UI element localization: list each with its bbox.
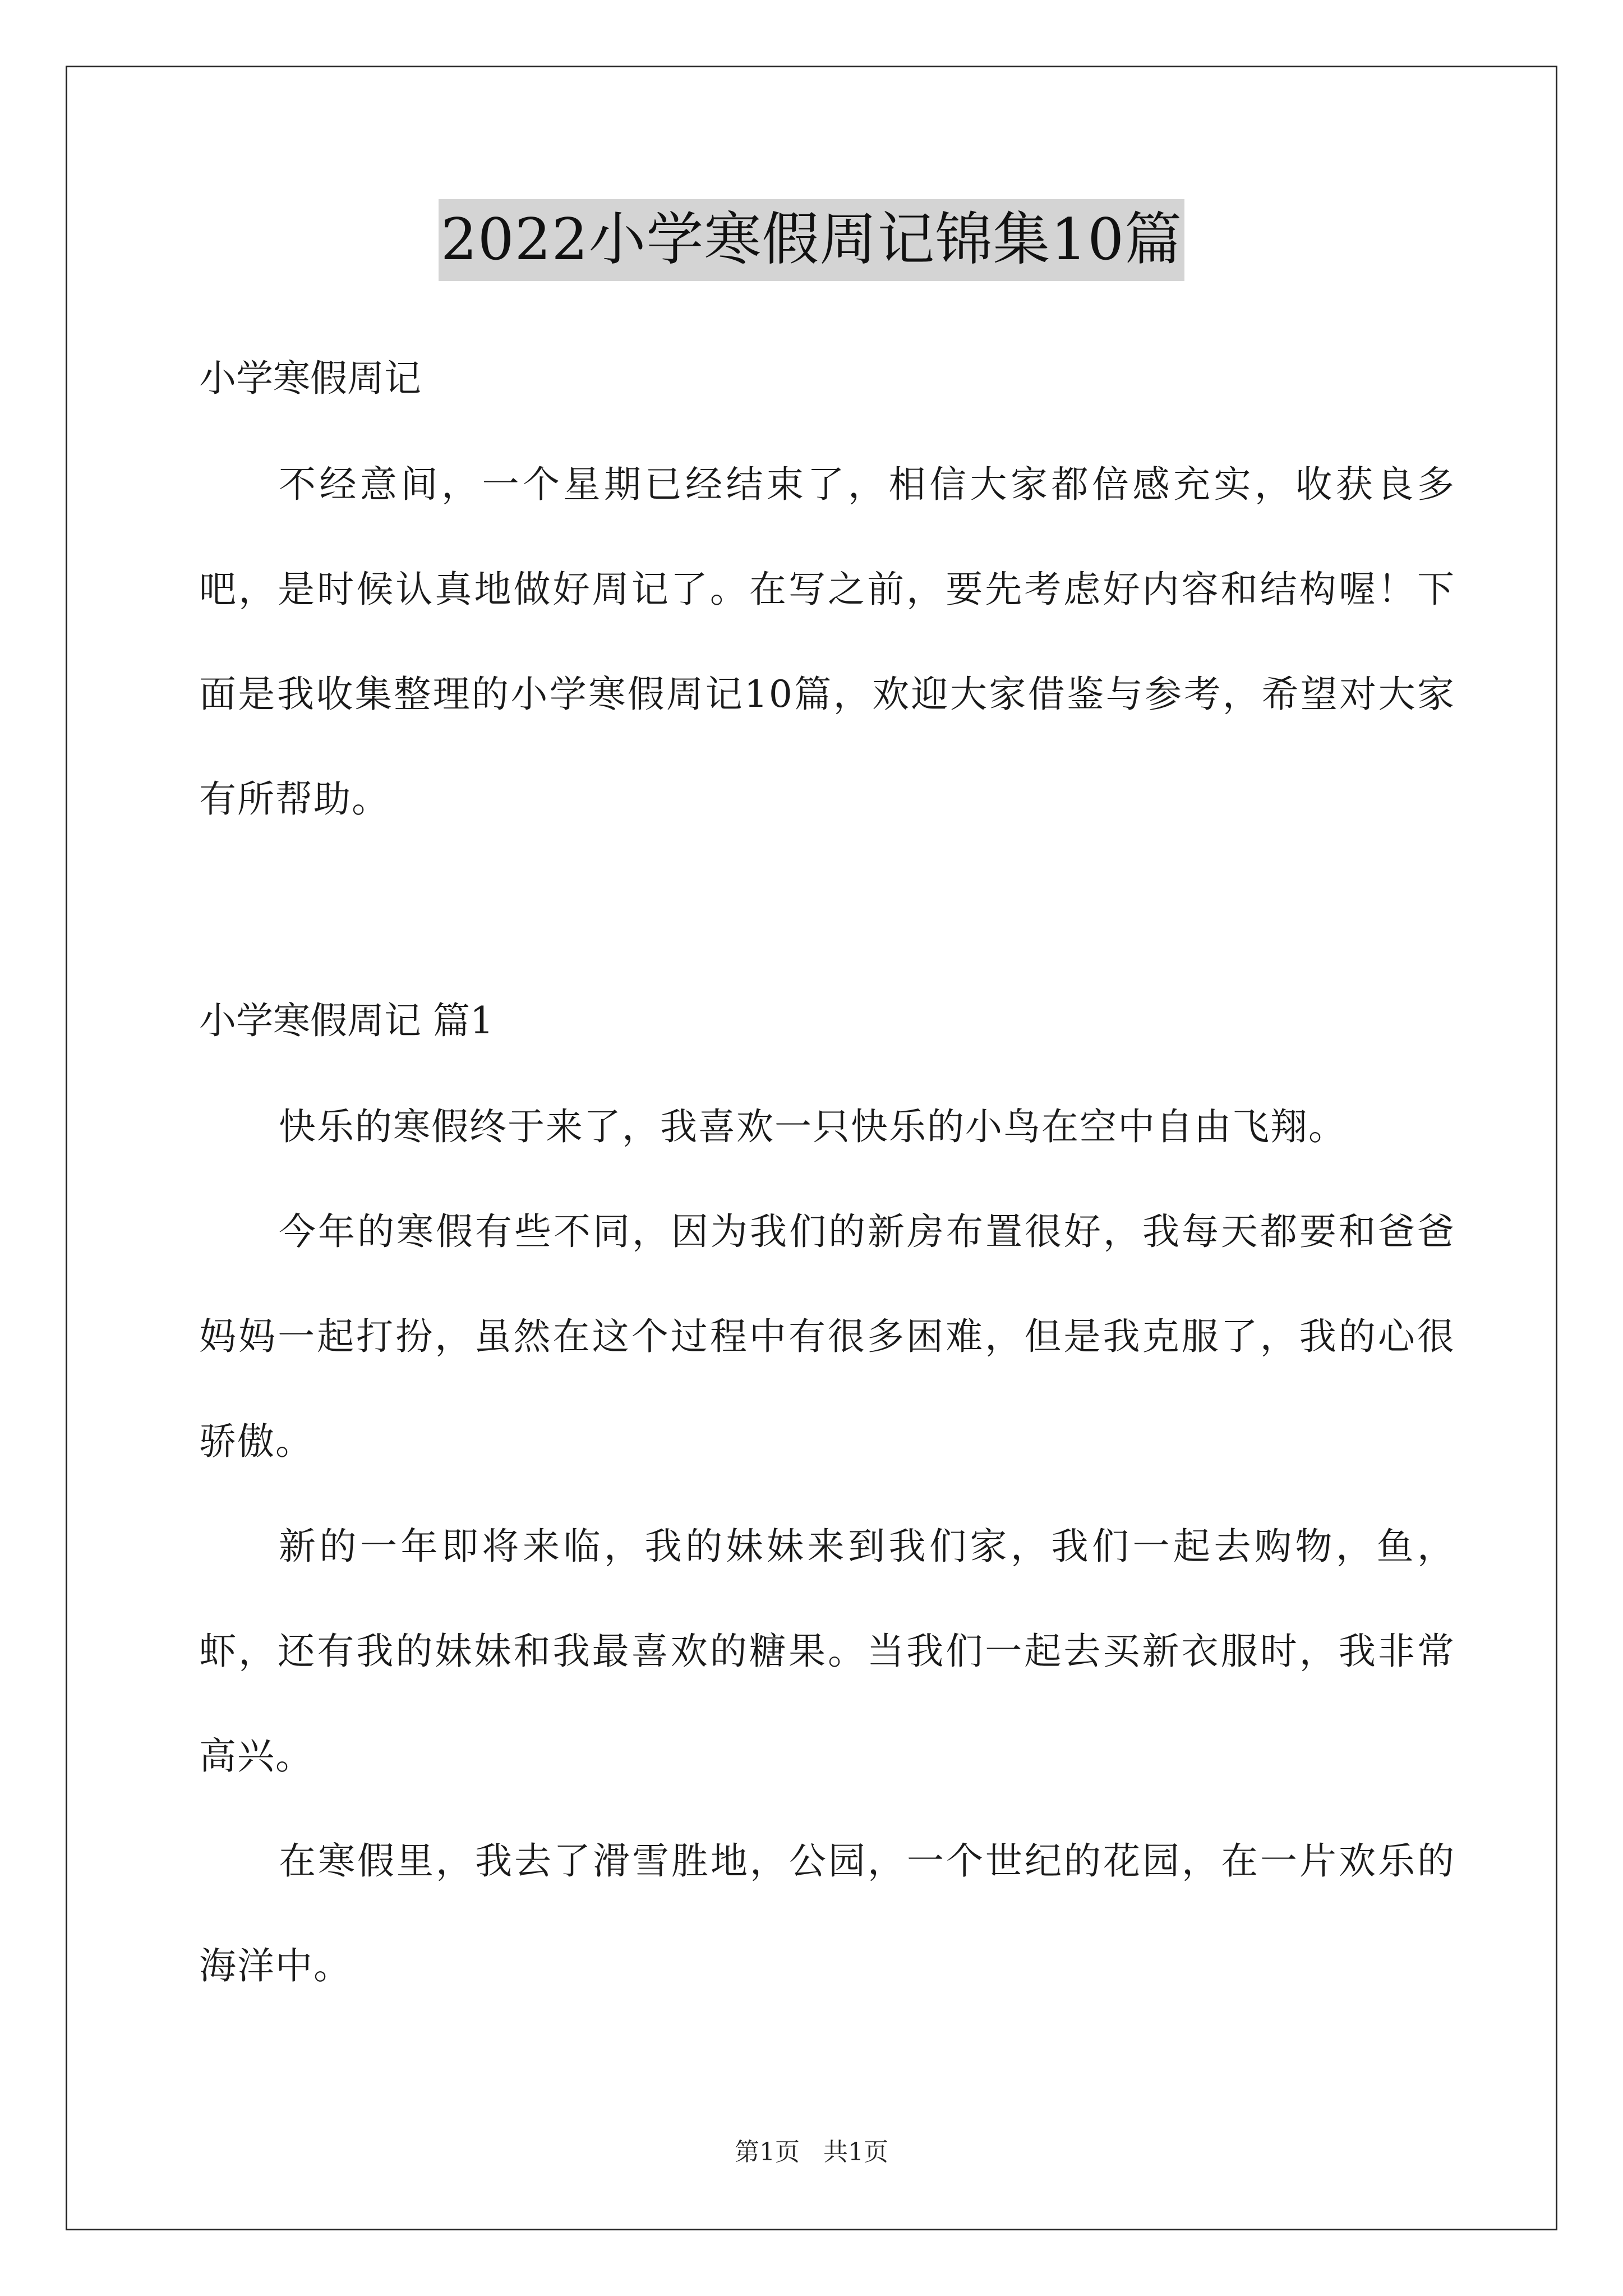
paragraph: 快乐的寒假终于来了，我喜欢一只快乐的小鸟在空中自由飞翔。 [279, 1105, 1347, 1148]
title-container [0, 199, 1623, 281]
section-heading: 小学寒假周记 篇1 [199, 999, 494, 1042]
intro-paragraph: 不经意间，一个星期已经结束了，相信大家都倍感充实，收获良多吧，是时候认真地做好周记了。在写之前，要先考虑好内容和结构喔！下面是我收集整理的小学寒假周记10篇，欢迎大家借鉴与参考，希望对大家有所帮助。 [199, 463, 1455, 821]
paragraph: 新的一年即将来临，我的妹妹来到我们家，我们一起去购物，鱼，虾，还有我的妹妹和我最喜欢的糖果。当我们一起去买新衣服时，我非常高兴。 [199, 1525, 1455, 1778]
document-title: 2022小学寒假周记锦集10篇 [439, 199, 1184, 281]
page-footer: 第1页 共1页 [735, 2138, 888, 2166]
paragraph: 在寒假里，我去了滑雪胜地，公园，一个世纪的花园，在一片欢乐的海洋中。 [199, 1839, 1455, 1987]
intro-heading: 小学寒假周记 [199, 357, 421, 400]
paragraph: 今年的寒假有些不同，因为我们的新房布置很好，我每天都要和爸爸妈妈一起打扮，虽然在这个过程中有很多困难，但是我克服了，我的心很骄傲。 [199, 1210, 1455, 1463]
